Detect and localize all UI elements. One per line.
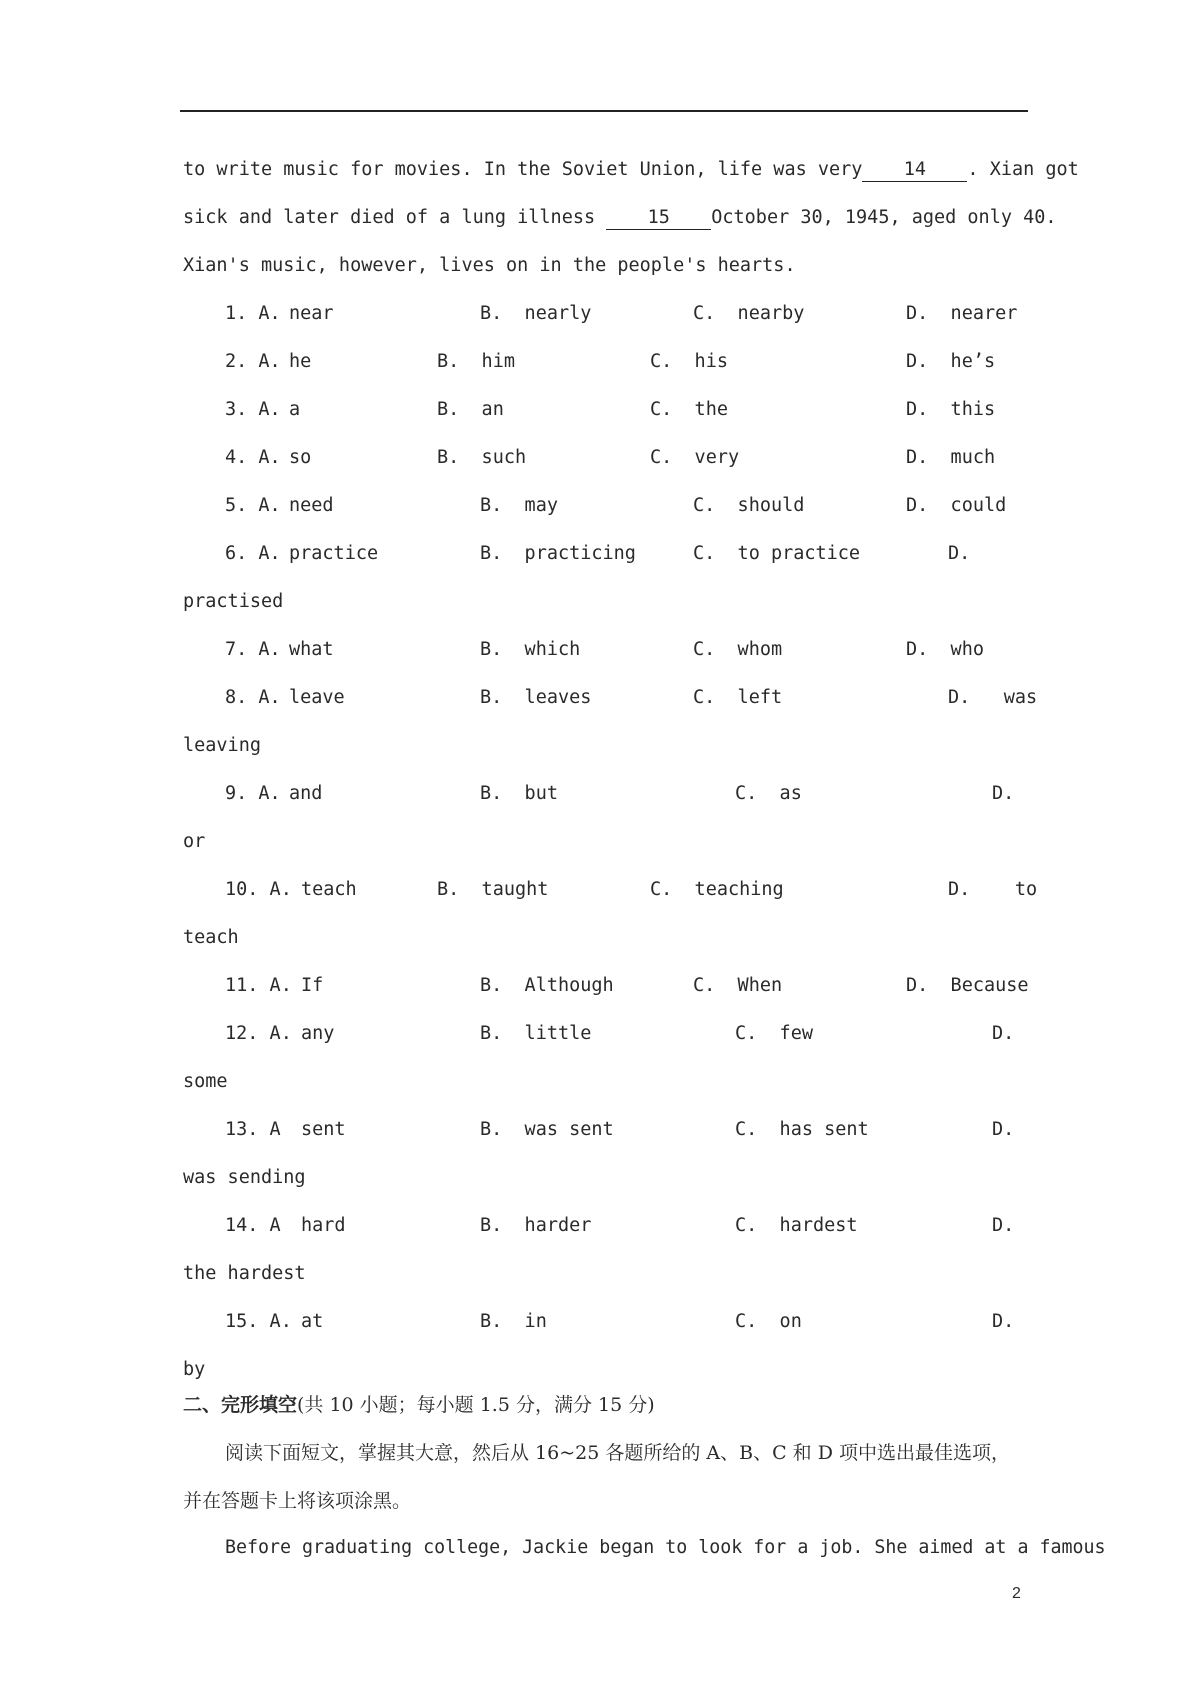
option-a: and: [289, 783, 323, 804]
option-c: C. When: [693, 975, 783, 996]
option-d: D.: [992, 1311, 1015, 1332]
instruction-line: 并在答题卡上将该项涂黑。: [183, 1490, 412, 1512]
option-b: B. such: [437, 447, 527, 468]
option-b: B. was sent: [480, 1119, 614, 1140]
option-d-continued: teach: [183, 927, 239, 948]
answer-blank: 15: [606, 207, 711, 230]
option-a: sent: [301, 1119, 346, 1140]
option-d: D. to: [948, 879, 1038, 900]
passage-text: . Xian got: [967, 159, 1079, 180]
option-c: C. hardest: [735, 1215, 858, 1236]
question-number: 2. A.: [225, 351, 281, 372]
option-b: B. which: [480, 639, 581, 660]
option-c: C. has sent: [735, 1119, 869, 1140]
option-c: C. left: [693, 687, 783, 708]
option-d-continued: leaving: [183, 735, 261, 756]
option-d: D.: [992, 1215, 1015, 1236]
option-d: D. who: [906, 639, 984, 660]
option-c: C. as: [735, 783, 802, 804]
question-number: 1. A.: [225, 303, 281, 324]
option-d: D. much: [906, 447, 996, 468]
option-b: B. practicing: [480, 543, 636, 564]
option-b: B. may: [480, 495, 558, 516]
instruction-line: 阅读下面短文，掌握其大意，然后从 16~25 各题所给的 A、B、C 和 D 项中选出最佳选项，: [225, 1442, 1010, 1464]
section-title: 二、完形填空: [183, 1394, 298, 1416]
option-c: C. on: [735, 1311, 802, 1332]
question-number: 6. A.: [225, 543, 281, 564]
question-number: 10. A.: [225, 879, 292, 900]
option-c: C. nearby: [693, 303, 805, 324]
option-d-continued: some: [183, 1071, 228, 1092]
option-c: C. few: [735, 1023, 813, 1044]
option-a: so: [289, 447, 312, 468]
option-d-continued: was sending: [183, 1167, 306, 1188]
option-d-continued: by: [183, 1359, 206, 1380]
option-a: what: [289, 639, 334, 660]
option-d: D.: [948, 543, 971, 564]
option-a: need: [289, 495, 334, 516]
option-b: B. taught: [437, 879, 549, 900]
question-number: 14. A: [225, 1215, 281, 1236]
option-d: D. he’s: [906, 351, 996, 372]
option-a: practice: [289, 543, 379, 564]
answer-blank: 14: [862, 159, 967, 182]
option-d: D. nearer: [906, 303, 1018, 324]
passage-line: Before graduating college, Jackie began to look for a job. She aimed at a famous: [225, 1537, 1106, 1558]
question-number: 7. A.: [225, 639, 281, 660]
passage-line: [183, 158, 1079, 182]
option-d: D. could: [906, 495, 1007, 516]
question-number: 5. A.: [225, 495, 281, 516]
option-b: B. nearly: [480, 303, 592, 324]
option-b: B. little: [480, 1023, 592, 1044]
question-number: 15. A.: [225, 1311, 292, 1332]
passage-text: to write music for movies. In the Soviet Union, life was very: [183, 159, 863, 180]
option-b: B. in: [480, 1311, 547, 1332]
question-number: 4. A.: [225, 447, 281, 468]
option-c: C. his: [650, 351, 728, 372]
option-d: D.: [992, 1023, 1015, 1044]
option-a: he: [289, 351, 312, 372]
option-d-continued: or: [183, 831, 206, 852]
option-d-continued: the hardest: [183, 1263, 306, 1284]
option-a: hard: [301, 1215, 346, 1236]
passage-line: Xian's music, however, lives on in the people's hearts.: [183, 255, 796, 276]
option-d: D.: [992, 783, 1015, 804]
option-d: D. was: [948, 687, 1038, 708]
option-a: near: [289, 303, 334, 324]
passage-line: [183, 206, 1057, 230]
option-b: B. Although: [480, 975, 614, 996]
question-number: 11. A.: [225, 975, 292, 996]
question-number: 12. A.: [225, 1023, 292, 1044]
option-c: C. very: [650, 447, 740, 468]
option-d: D.: [992, 1119, 1015, 1140]
option-a: any: [301, 1023, 335, 1044]
option-c: C. should: [693, 495, 805, 516]
option-b: B. him: [437, 351, 515, 372]
option-b: B. an: [437, 399, 504, 420]
option-c: C. the: [650, 399, 728, 420]
question-number: 9. A.: [225, 783, 281, 804]
question-number: 8. A.: [225, 687, 281, 708]
option-a: leave: [289, 687, 345, 708]
question-number: 13. A: [225, 1119, 281, 1140]
option-b: B. leaves: [480, 687, 592, 708]
section-heading: [183, 1392, 655, 1418]
passage-text: sick and later died of a lung illness: [183, 207, 607, 228]
option-b: B. but: [480, 783, 558, 804]
option-c: C. to practice: [693, 543, 861, 564]
question-number: 3. A.: [225, 399, 281, 420]
option-a: a: [289, 399, 301, 420]
option-c: C. whom: [693, 639, 783, 660]
option-d: D. Because: [906, 975, 1029, 996]
page-number: 2: [1012, 1585, 1021, 1602]
option-c: C. teaching: [650, 879, 784, 900]
option-b: B. harder: [480, 1215, 592, 1236]
option-a: teach: [301, 879, 357, 900]
option-d: D. this: [906, 399, 996, 420]
option-a: at: [301, 1311, 324, 1332]
header-rule: [180, 110, 1028, 112]
option-a: If: [301, 975, 324, 996]
section-note: (共 10 小题；每小题 1.5 分，满分 15 分): [297, 1394, 655, 1416]
option-d-continued: practised: [183, 591, 284, 612]
passage-text: October 30, 1945, aged only 40.: [711, 207, 1057, 228]
